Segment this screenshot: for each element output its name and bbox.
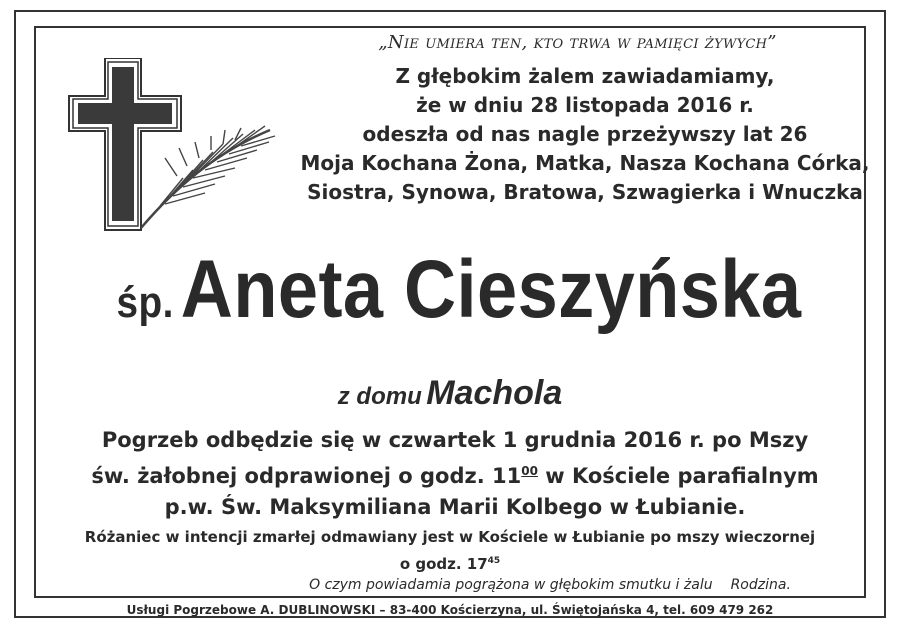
rosary-time-minutes: 45 (487, 556, 501, 566)
funeral-line: p.w. Św. Maksymiliana Marii Kolbego w Łubianie. (164, 495, 746, 519)
funeral-time-minutes: 00 (521, 464, 538, 478)
announcement (290, 62, 880, 207)
announcement-line: Z głębokim żalem zawiadamiamy, (395, 64, 775, 88)
announcement-line: Siostra, Synowa, Bratowa, Szwagierka i Wnuczka (307, 180, 863, 204)
name-prefix: śp. (116, 278, 174, 327)
rosary-line (40, 549, 860, 576)
announcement-line: Moja Kochana Żona, Matka, Nasza Kochana Córka, (300, 151, 870, 175)
maiden-surname: Machola (426, 374, 563, 412)
maiden-name (300, 374, 600, 413)
palm-branch-icon (141, 126, 275, 228)
notify-text: O czym powiadamia pogrążona w głębokim smutku i żalu (309, 577, 713, 593)
announcement-line: odeszła od nas nagle przeżywszy lat 26 (362, 122, 808, 146)
notify-family: Rodzina. (730, 577, 791, 593)
funeral-info (60, 425, 850, 523)
rosary-time-text: o godz. 17 (399, 555, 488, 573)
funeral-line: Pogrzeb odbędzie się w czwartek 1 grudnia 2016 r. po Mszy (101, 428, 809, 452)
rosary-info (40, 525, 860, 576)
deceased-name-heading (94, 240, 824, 353)
motto: „Nie umiera ten, kto trwa w pamięci żywych” (378, 32, 777, 53)
funeral-home-footer: Usługi Pogrzebowe A. DUBLINOWSKI – 83-400 Kościerzyna, ul. Świętojańska 4, tel. 609 479 262 (126, 603, 774, 617)
funeral-time-text: św. żałobnej odprawionej o godz. 11 (91, 464, 522, 488)
rosary-line: Różaniec w intencji zmarłej odmawiany jest w Kościele w Łubianie po mszy wieczornej (84, 528, 816, 546)
notification-line (230, 577, 870, 593)
maiden-label: z domu (337, 383, 422, 410)
announcement-line: że w dniu 28 listopada 2016 r. (416, 93, 754, 117)
funeral-line (60, 456, 850, 492)
funeral-place-text: w Kościele parafialnym (537, 464, 819, 488)
deceased-name: Aneta Cieszyńska (180, 244, 802, 335)
cross-with-palm-icon (65, 58, 280, 238)
